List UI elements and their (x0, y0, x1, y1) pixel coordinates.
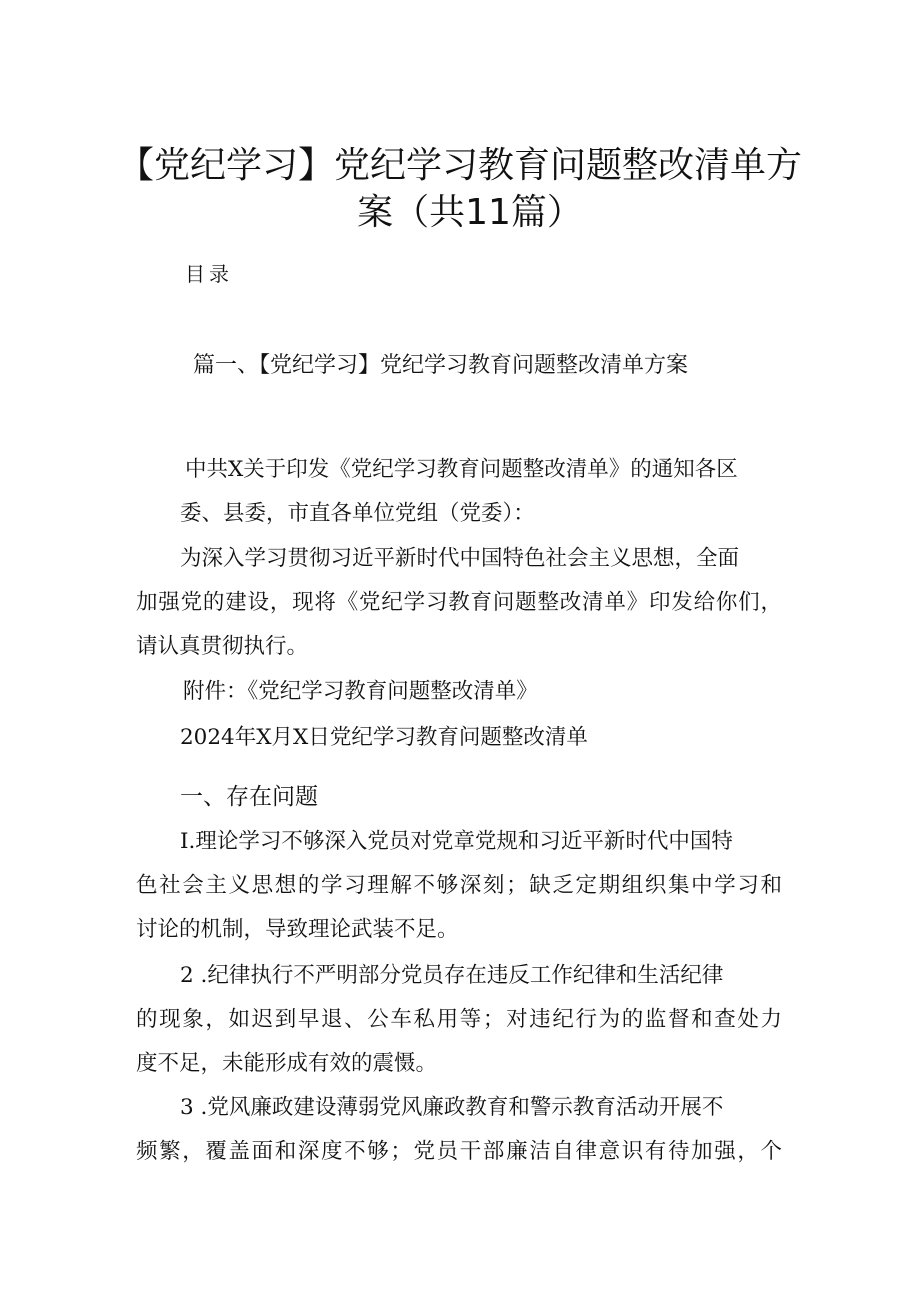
paragraph-1-line-1: 为深入学习贯彻习近平新时代中国特色社会主义思想，全面 (180, 546, 740, 571)
item-1-line-3: 讨论的机制，导致理论武装不足。 (136, 917, 459, 942)
document-title-line-2: 案（共11篇） (357, 192, 583, 233)
toc-label: 目录 (185, 262, 233, 286)
notice-line-2: 委、县委，市直各单位党组（党委）： (180, 501, 535, 526)
item-3-line-2: 频繁，覆盖面和深度不够；党员干部廉洁自律意识有待加强，个 (136, 1139, 782, 1164)
paragraph-1-line-3: 请认真贯彻执行。 (136, 634, 309, 659)
date-line: 2024年X月X日党纪学习教育问题整改清单 (180, 725, 588, 750)
section-heading: 篇一、【党纪学习】党纪学习教育问题整改清单方案 (193, 353, 689, 378)
notice-line-1: 中共X关于印发《党纪学习教育问题整改清单》的通知各区 (185, 457, 738, 482)
paragraph-1-line-2: 加强党的建设，现将《党纪学习教育问题整改清单》印发给你们， (136, 590, 782, 615)
item-2-line-2: 的现象，如迟到早退、公车私用等；对违纪行为的监督和查处力 (136, 1007, 782, 1032)
item-1-line-1: I.理论学习不够深入党员对党章党规和习近平新时代中国特 (180, 829, 733, 854)
item-2-line-1: 2 .纪律执行不严明部分党员存在违反工作纪律和生活纪律 (180, 963, 724, 988)
attachment-line: 附件：《党纪学习教育问题整改清单》 (183, 679, 538, 704)
item-2-line-3: 度不足，未能形成有效的震慑。 (136, 1051, 438, 1076)
item-1-line-2: 色社会主义思想的学习理解不够深刻；缺乏定期组织集中学习和 (136, 873, 782, 898)
document-title-line-1: 【党纪学习】党纪学习教育问题整改清单方 (117, 145, 802, 186)
problems-heading: 一、存在问题 (180, 784, 318, 810)
item-3-line-1: 3 .党风廉政建设薄弱党风廉政教育和警示教育活动开展不 (180, 1095, 724, 1120)
